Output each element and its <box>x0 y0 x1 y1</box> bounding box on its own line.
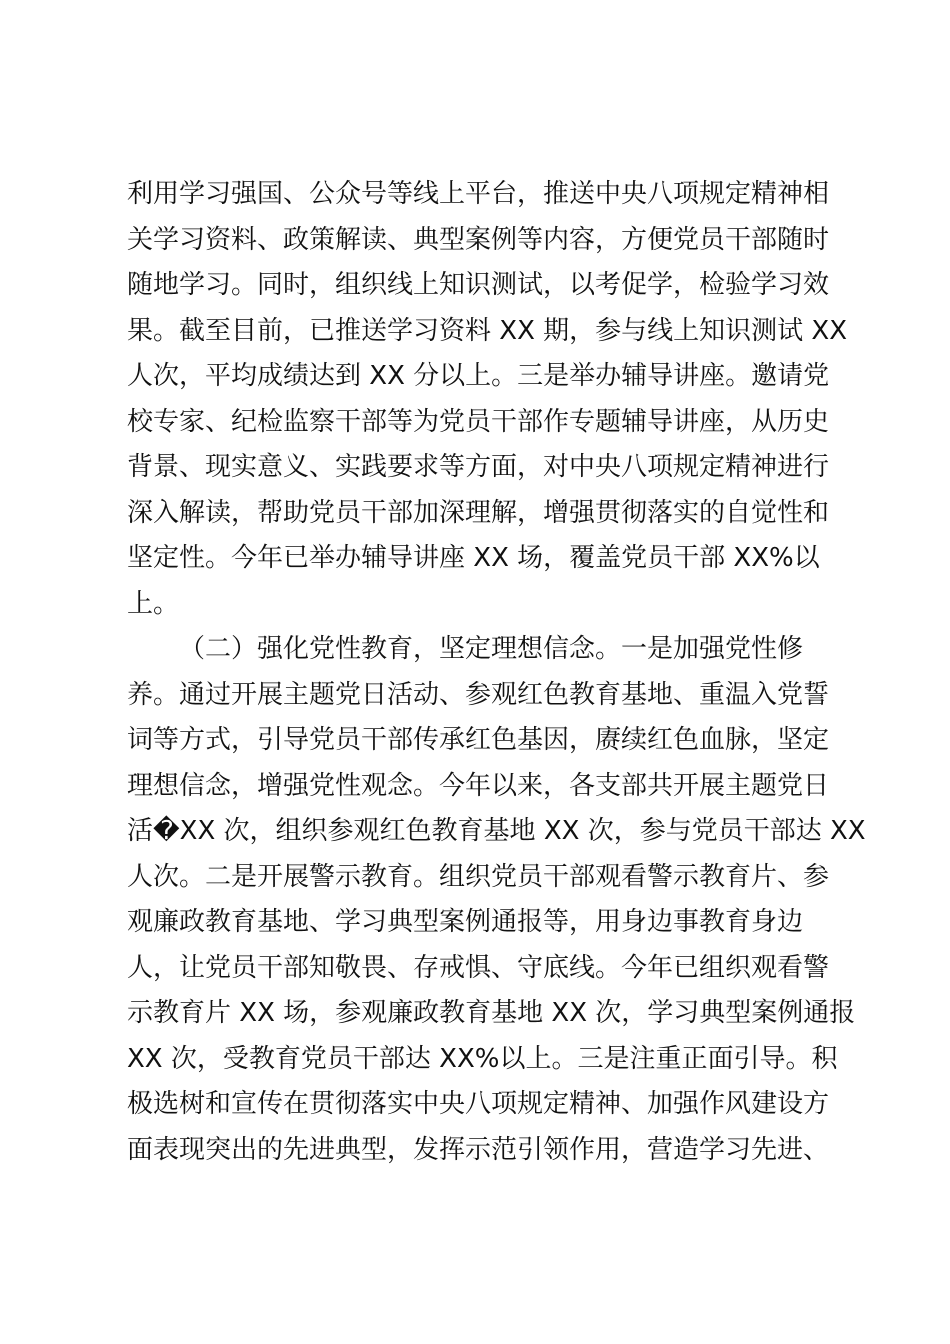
text-line-20: XX 次，受教育党员干部达 XX%以上。三是注重正面引导。积 <box>127 1043 838 1074</box>
text-line-2: 关学习资料、政策解读、典型案例等内容，方便党员干部随时 <box>127 224 830 255</box>
section-heading-line: （二）强化党性教育，坚定理想信念。一是加强党性修 <box>179 634 804 664</box>
text-line-10: 上。 <box>127 588 180 619</box>
text-line-5: 人次，平均成绩达到 XX 分以上。三是举办辅导讲座。邀请党 <box>127 361 830 391</box>
text-line-6: 校专家、纪检监察干部等为党员干部作专题辅导讲座，从历史 <box>127 406 830 437</box>
text-line-9: 坚定性。今年已举办辅导讲座 XX 场，覆盖党员干部 XX%以 <box>127 543 820 573</box>
text-line-4: 果。截至目前，已推送学习资料 XX 期，参与线上知识测试 XX <box>127 315 848 346</box>
text-line-16: 人次。二是开展警示教育。组织党员干部观看警示教育片、参 <box>127 861 830 892</box>
text-line-3: 随地学习。同时，组织线上知识测试，以考促学，检验学习效 <box>127 270 830 300</box>
text-line-18: 人，让党员干部知敬畏、存戒惧、守底线。今年已组织观看警 <box>127 952 830 983</box>
text-line-21: 极选树和宣传在贯彻落实中央八项规定精神、加强作风建设方 <box>127 1089 830 1119</box>
text-line-7: 背景、现实意义、实践要求等方面，对中央八项规定精神进行 <box>127 452 830 482</box>
text-line-8: 深入解读，帮助党员干部加深理解，增强贯彻落实的自觉性和 <box>127 497 830 528</box>
text-line-14: 理想信念，增强党性观念。今年以来，各支部共开展主题党日 <box>127 770 830 801</box>
text-line-19: 示教育片 XX 场，参观廉政教育基地 XX 次，学习典型案例通报 <box>127 998 856 1028</box>
body-text <box>127 172 866 1173</box>
text-line-12: 养。通过开展主题党日活动、参观红色教育基地、重温入党誓 <box>127 679 830 710</box>
text-line-22: 面表现突出的先进典型，发挥示范引领作用，营造学习先进、 <box>127 1134 830 1165</box>
text-line-15: 活�XX 次，组织参观红色教育基地 XX 次，参与党员干部达 XX <box>127 816 866 846</box>
text-line-1: 利用学习强国、公众号等线上平台，推送中央八项规定精神相 <box>127 179 830 209</box>
text-line-17: 观廉政教育基地、学习典型案例通报等，用身边事教育身边 <box>127 907 804 937</box>
text-line-13: 词等方式，引导党员干部传承红色基因，赓续红色血脉，坚定 <box>127 725 830 755</box>
